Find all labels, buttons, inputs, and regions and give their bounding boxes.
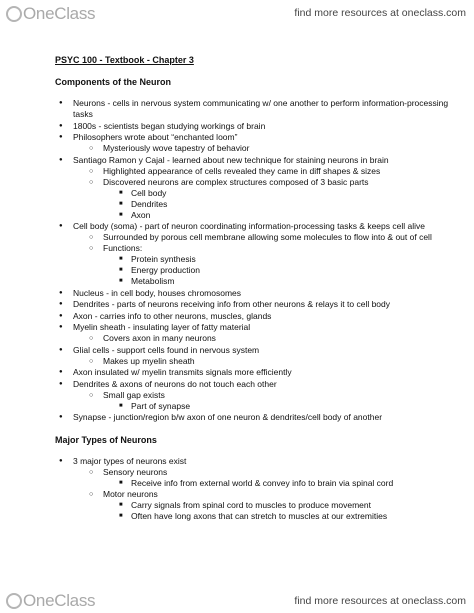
components-list bbox=[55, 98, 465, 423]
list-item: ■ Energy production bbox=[117, 265, 465, 276]
list-item: ○ Makes up myelin sheath bbox=[85, 356, 465, 367]
list-item: ■ Receive info from external world & convey info to brain via spinal cord bbox=[117, 478, 465, 489]
sub-list bbox=[73, 166, 465, 221]
list-item-text: Functions: bbox=[103, 243, 143, 253]
list-item bbox=[55, 345, 465, 367]
sub-list bbox=[73, 232, 465, 287]
list-item: ■ Carry signals from spinal cord to muscles to produce movement bbox=[117, 500, 465, 511]
list-item bbox=[55, 155, 465, 221]
sub-list bbox=[73, 390, 465, 412]
list-item-text: Glial cells - support cells found in nervous system bbox=[73, 344, 260, 355]
list-item: ● Nucleus - in cell body, houses chromosomes bbox=[55, 288, 465, 299]
sub-sub-list bbox=[103, 188, 465, 221]
list-item-text: Sensory neurons bbox=[103, 466, 168, 477]
sub-sub-list bbox=[103, 254, 465, 287]
list-item bbox=[55, 132, 465, 154]
document-title: PSYC 100 - Textbook - Chapter 3 bbox=[55, 55, 194, 65]
list-item bbox=[55, 456, 465, 522]
list-item bbox=[55, 322, 465, 344]
logo-text: OneClass bbox=[23, 4, 96, 23]
header-tagline[interactable]: find more resources at oneclass.com bbox=[294, 7, 466, 19]
sub-sub-list bbox=[103, 401, 465, 412]
list-item: ● Neurons - cells in nervous system communicating w/ one another to perform information-processing tasks bbox=[55, 98, 465, 120]
oneclass-ring-icon bbox=[6, 593, 22, 609]
list-item: ● Dendrites - parts of neurons receiving info from other neurons & relays it to cell body bbox=[55, 299, 465, 310]
oneclass-logo[interactable] bbox=[6, 4, 95, 24]
list-item: ■ Often have long axons that can stretch to muscles at our extremities bbox=[117, 511, 465, 522]
list-item: ○ Surrounded by porous cell membrane allowing some molecules to flow into & out of cell bbox=[85, 232, 465, 243]
list-item: ■ Metabolism bbox=[117, 276, 465, 287]
spacer bbox=[55, 424, 465, 435]
list-item: ○ Highlighted appearance of cells revealed they came in diff shapes & sizes bbox=[85, 166, 465, 177]
page-footer bbox=[0, 587, 474, 613]
list-item: ■ Dendrites bbox=[117, 199, 465, 210]
document-body bbox=[55, 55, 465, 522]
list-item bbox=[85, 243, 465, 287]
list-item bbox=[85, 177, 465, 221]
list-item: ○ Covers axon in many neurons bbox=[85, 333, 465, 344]
sub-list bbox=[73, 467, 465, 522]
list-item: ● Synapse - junction/region b/w axon of one neuron & dendrites/cell body of another bbox=[55, 412, 465, 423]
sub-list bbox=[73, 143, 465, 154]
list-item-text: Discovered neurons are complex structures composed of 3 basic parts bbox=[103, 176, 369, 187]
section-heading-types: Major Types of Neurons bbox=[55, 434, 157, 445]
list-item: ■ Axon bbox=[117, 210, 465, 221]
list-item-text: Philosophers wrote about “enchanted loom” bbox=[73, 132, 238, 142]
section-heading-components: Components of the Neuron bbox=[55, 77, 171, 87]
sub-sub-list bbox=[103, 478, 465, 489]
list-item-text: Santiago Ramon y Cajal - learned about new technique for staining neurons in brain bbox=[73, 154, 389, 165]
list-item-text: Myelin sheath - insulating layer of fatty material bbox=[73, 322, 251, 332]
page-header bbox=[0, 0, 474, 28]
list-item bbox=[85, 467, 465, 489]
oneclass-logo[interactable] bbox=[6, 591, 95, 611]
list-item: ■ Cell body bbox=[117, 188, 465, 199]
list-item bbox=[55, 379, 465, 412]
oneclass-ring-icon bbox=[6, 6, 22, 22]
list-item bbox=[55, 221, 465, 287]
footer-tagline[interactable]: find more resources at oneclass.com bbox=[294, 595, 466, 607]
list-item: ■ Protein synthesis bbox=[117, 254, 465, 265]
types-list bbox=[55, 456, 465, 522]
sub-sub-list bbox=[103, 500, 465, 522]
list-item-text: Small gap exists bbox=[103, 389, 165, 400]
list-item: ○ Mysteriously wove tapestry of behavior bbox=[85, 143, 465, 154]
list-item: ● Axon insulated w/ myelin transmits signals more efficiently bbox=[55, 367, 465, 378]
list-item bbox=[85, 489, 465, 522]
list-item-text: Dendrites & axons of neurons do not touch each other bbox=[73, 378, 277, 389]
list-item-text: 3 major types of neurons exist bbox=[73, 455, 187, 466]
list-item bbox=[85, 390, 465, 412]
list-item: ● Axon - carries info to other neurons, muscles, glands bbox=[55, 311, 465, 322]
sub-list bbox=[73, 356, 465, 367]
logo-text: OneClass bbox=[23, 591, 96, 610]
list-item: ● 1800s - scientists began studying workings of brain bbox=[55, 121, 465, 132]
list-item-text: Motor neurons bbox=[103, 488, 158, 499]
list-item-text: Cell body (soma) - part of neuron coordinating information-processing tasks & keeps cell alive bbox=[73, 221, 425, 231]
list-item: ■ Part of synapse bbox=[117, 401, 465, 412]
sub-list bbox=[73, 333, 465, 344]
